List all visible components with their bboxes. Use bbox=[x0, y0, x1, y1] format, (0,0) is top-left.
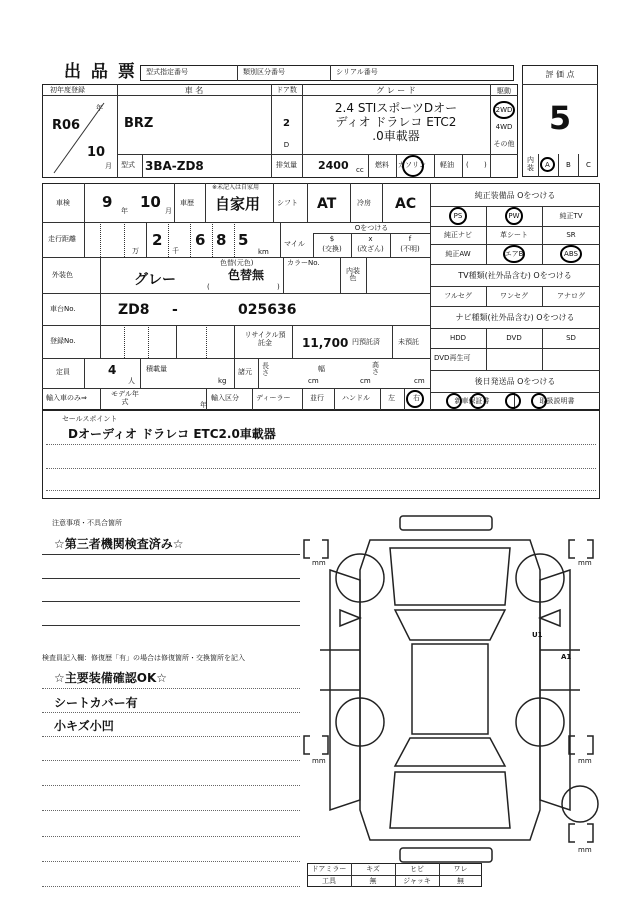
tv-title: TV種類(社外品含む) Oをつける bbox=[458, 271, 572, 280]
equip-pw-circle bbox=[505, 207, 523, 225]
fuel-value: ガソリン bbox=[398, 161, 426, 169]
grade-line-1: 2.4 STIスポーツDオー bbox=[334, 101, 458, 115]
navi-title: ナビ種類(社外品含む) Oをつける bbox=[455, 313, 575, 322]
model-value: 3BA-ZD8 bbox=[145, 159, 204, 173]
inspector-label: 検査員記入欄：修復歴「有」の場合は修復箇所・交換箇所を記入 bbox=[42, 654, 245, 662]
later-title: 後日発送品 Oをつける bbox=[474, 377, 556, 386]
mile-label: マイル bbox=[284, 240, 305, 248]
drive-4wd: 4WD bbox=[495, 123, 513, 131]
grade-label: グ レ ー ド bbox=[376, 86, 416, 95]
notes-line-4: 小キズ小凹 bbox=[54, 719, 114, 733]
first-reg-year: R06 bbox=[52, 118, 81, 133]
interior-label: 内装 bbox=[527, 156, 534, 172]
interior-color-label: 内装色 bbox=[346, 267, 360, 282]
equipment-title: 純正装備品 Oをつける bbox=[474, 191, 556, 200]
mileage-circle-note: Oをつける bbox=[354, 224, 389, 232]
notes-line-2: ☆主要装備確認OK☆ bbox=[54, 671, 168, 685]
mileage-digit-3: 2 bbox=[152, 231, 163, 249]
recycle-label: リサイクル預託金 bbox=[244, 331, 286, 347]
equip-navi: 純正ナビ bbox=[444, 231, 472, 239]
chassis-label: 車台No. bbox=[50, 305, 76, 313]
ac-label: 冷房 bbox=[357, 199, 371, 207]
damage-a1: A1 bbox=[561, 653, 572, 661]
damage-u1: U1 bbox=[532, 631, 543, 639]
shaken-label: 車検 bbox=[56, 199, 70, 207]
car-damage-diagram bbox=[300, 510, 620, 870]
sales-text: Dオーディオ ドラレコ ETC2.0車載器 bbox=[68, 427, 276, 441]
interior-a: A bbox=[545, 161, 550, 169]
equip-airbag-circle bbox=[503, 245, 525, 263]
load-label: 積載量 bbox=[146, 365, 167, 373]
mileage-label: 走行距離 bbox=[48, 235, 76, 243]
displacement-label: 排気量 bbox=[276, 161, 297, 169]
handle-label: ハンドル bbox=[342, 394, 370, 402]
ac-value: AC bbox=[395, 196, 417, 212]
rating-label: 評 価 点 bbox=[545, 70, 575, 79]
model-year-label: モデル年式 bbox=[111, 390, 139, 406]
equip-leather: 革シート bbox=[500, 231, 528, 239]
shift-label: シフト bbox=[277, 199, 298, 207]
fuel-circle bbox=[402, 155, 424, 177]
dims-label: 諸元 bbox=[238, 368, 252, 376]
mileage-digit-6: 5 bbox=[238, 231, 249, 249]
drive-other: その他 bbox=[493, 140, 515, 148]
form-title: 出 品 票 bbox=[64, 62, 137, 82]
later-warranty: 新車保証書 bbox=[454, 397, 490, 405]
drive-2wd: 2WD bbox=[495, 106, 513, 114]
color-no-label: カラーNo. bbox=[287, 259, 320, 267]
import-category-label: 輸入区分 bbox=[211, 394, 239, 402]
grade-line-2: ディオ ドラレコ ETC2 bbox=[335, 115, 457, 129]
capacity-label: 定員 bbox=[56, 368, 70, 376]
interior-a-circle bbox=[540, 157, 555, 172]
drive-2wd-circle bbox=[493, 101, 515, 119]
recycle-unpaid: 未預託 bbox=[398, 338, 419, 346]
history-label: 車歴 bbox=[180, 199, 194, 207]
drive-label: 駆動 bbox=[497, 87, 511, 95]
equip-ps: PS bbox=[453, 212, 463, 220]
handle-right-circle bbox=[406, 390, 424, 408]
dvd-label: DVD再生可 bbox=[434, 354, 471, 362]
history-note: ※未記入は自家用 bbox=[212, 184, 260, 191]
history-value: 自家用 bbox=[215, 195, 261, 213]
later-manual: 取扱説明書 bbox=[539, 397, 575, 405]
first-reg-month: 10 bbox=[87, 145, 106, 160]
color-change-value: 色替無 bbox=[228, 268, 265, 282]
car-name-value: BRZ bbox=[124, 116, 154, 131]
handle-right: 右 bbox=[413, 394, 420, 402]
equip-pw: PW bbox=[508, 212, 520, 220]
rating-value: 5 bbox=[548, 99, 572, 137]
color-label: 外装色 bbox=[52, 271, 73, 279]
equip-abs-circle bbox=[560, 245, 582, 263]
mileage-digit-5: 8 bbox=[216, 231, 227, 249]
category-label: 類別区分番号 bbox=[243, 68, 285, 76]
chassis-number: 025636 bbox=[238, 302, 297, 318]
top-code-row bbox=[140, 65, 514, 81]
fuel-other: 軽油 bbox=[440, 161, 454, 169]
grade-line-3: .0車載器 bbox=[372, 129, 420, 143]
first-reg-label: 初年度登録 bbox=[50, 86, 85, 94]
regno-label: 登録No. bbox=[50, 337, 76, 345]
doors-value: 2 bbox=[283, 118, 290, 129]
shaken-month: 10 bbox=[140, 193, 161, 211]
displacement-value: 2400 bbox=[318, 159, 349, 172]
equip-ps-circle bbox=[449, 207, 467, 225]
shaken-year: 9 bbox=[102, 193, 113, 211]
import-label: 輸入車のみ⇒ bbox=[46, 394, 87, 402]
notes-label: 注意事項・不具合箇所 bbox=[52, 519, 122, 527]
notes-line-1: ☆第三者機関検査済み☆ bbox=[54, 537, 184, 551]
color-value: グレー bbox=[134, 272, 176, 288]
model-label: 型式 bbox=[121, 161, 135, 169]
capacity-value: 4 bbox=[108, 363, 117, 377]
equip-airbag: エアB bbox=[504, 250, 524, 258]
car-name-label: 車 名 bbox=[184, 86, 204, 95]
chassis-prefix: ZD8 bbox=[118, 302, 150, 318]
color-original-label: 色替(元色) bbox=[220, 259, 254, 267]
interior-c: C bbox=[586, 161, 591, 169]
doors-label: ドア数 bbox=[276, 86, 297, 94]
equip-tv: 純正TV bbox=[559, 212, 583, 220]
serial-label: シリアル番号 bbox=[336, 68, 378, 76]
notes-line-3: シートカバー有 bbox=[54, 696, 138, 710]
shift-value: AT bbox=[317, 196, 337, 212]
equip-abs: ABS bbox=[564, 250, 578, 258]
equip-aw: 純正AW bbox=[445, 250, 471, 258]
recycle-value: 11,700 bbox=[302, 336, 349, 350]
mileage-digit-4: 6 bbox=[195, 231, 206, 249]
model-designation-label: 型式指定番号 bbox=[146, 68, 188, 76]
equip-sr: SR bbox=[566, 231, 576, 239]
interior-b: B bbox=[566, 161, 571, 169]
sales-section bbox=[42, 410, 600, 499]
sales-label: セールスポイント bbox=[62, 415, 118, 423]
fuel-label: 燃料 bbox=[375, 161, 389, 169]
